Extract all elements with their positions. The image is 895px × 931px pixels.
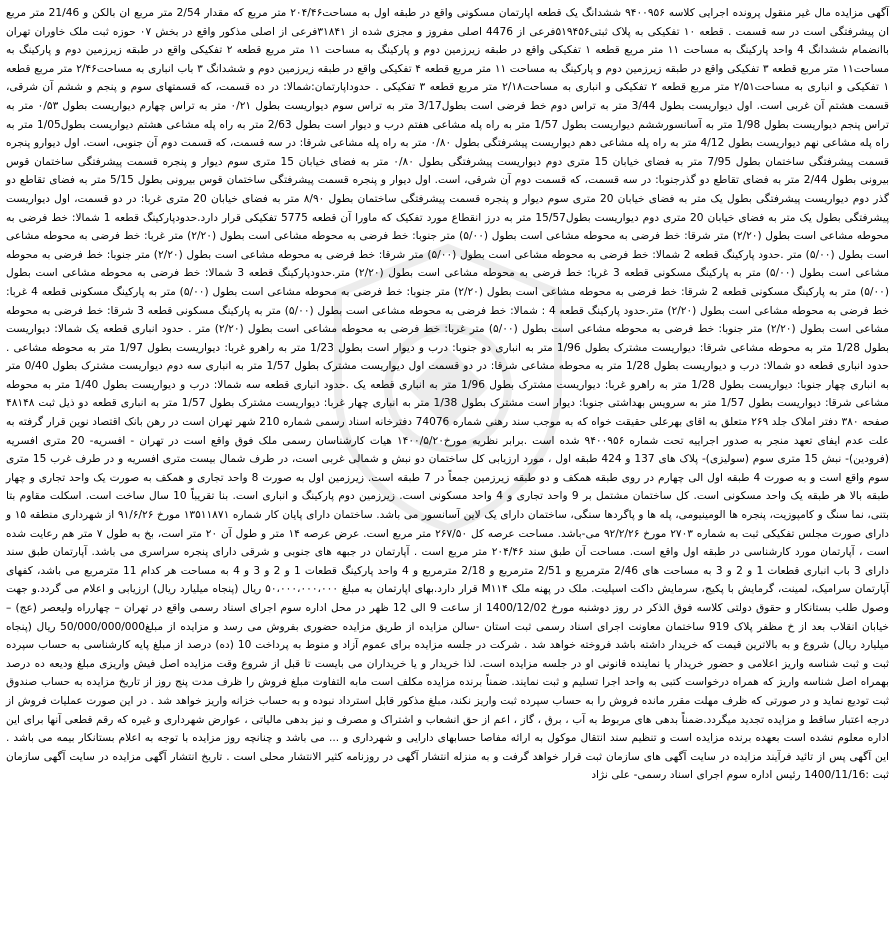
notice-body-text: آگهی مزایده مال غیر منقول پرونده اجرایی کلاسه ۹۴۰۰۹۵۶ ششدانگ یک قطعه اپارتمان مسکونی واقع در طبقه اول به مساحت۲۰۴/۴۶ متر مربع که مقدار 2/54 متر مربع ان بالکن و 21/46 متر مربع ان پیشرفتگی است در سه قسمت . قطعه ۱۰ تفکیکی به پلاک ثبتی۵۱۹۴۵۶فرعی از 4476 اصلی مفروز و مجزی شده از ۳۱۸۴۱فرعی از اصلی مذکور واقع در بخش ۰۷ حوزه ثبت ملک خاوران تهران باانضمام ششدانگ 4 واحد پارکینگ به مساحت ۱۱ متر مربع قطعه ۱ تفکیکی واقع در طبقه زیرزمین دوم و پارکینگ به مساحت ۱۱ متر مربع قطعه ۲ تفکیکی واقع در طبقه زیرزمین دوم و پارکینگ به مساحت۱۱ متر مربع قطعه ۳ تفکیکی واقع در طبقه زیرزمین دوم و پارکینگ به مساحت ۱۱ متر مربع قطعه ۴ تفکیکی واقع در طبقه زیرزمین دوم و ششدانگ ۳ باب انباری به مساحت۲/۴۶ متر مربع قطعه ۱ تفکیکی و انباری به مساحت۲/۵۱ متر مربع قطعه ۲ تفکیکی و انباری به مساحت۲/۱۸ متر مربع قطعه ۳ تفکیکی . حدوداپارتمان:شمالا: در ده قسمت، که قسمتهای سوم و پنجم و ششم آن شرقی، قسمت هشتم آن غربی است. اول دیواریست بطول 3/44 متر به تراس دوم خط فرضی است بطول3/17 متر به تراس سوم دیواریست بطول ۰/۲۱ متر به تراس چهارم دیواریست بطول ۰/۵۳ متر به تراس پنجم دیواریست بطول 1/98 متر به آسانسورششم دیواریست بطول 1/57 متر به راه پله مشاعی هفتم درب و دیوار است بطول 2/63 متر به راه پله مشاعی هشتم دیواریست بطول1/05 متر به راه پله مشاعی نهم دیواریست بطول 4/12 متر به راه پله مشاعی دهم دیواریست پیشرفتگی بطول ۰/۸۰ متر به راه پله مشاعی شرقا: در سه قسمت، که قسمت دوم آن جنوبی، است. اول دیوارو پنجره قسمت پیشرفتگی ساختمان بطول 7/95 متر به فضای خیابان 15 متری دوم دیواریست پیشرفتگی بطول ۰/۸۰ متر به فضای خیابان 15 متری سوم دیوار و پنجره قسمت پیشرفتگی ساختمان قوس بیرونی بطول 2/44 متر به فضای تقاطع دو گذرجنوبا: در سه قسمت، که قسمت دوم آن شرقی، است. اول دیوار و پنجره قسمت پیشرفتگی ساختمان قوس بیرونی بطول 5/15 متر به فضای تقاطع دو گذر دوم دیواریست پیشرفتگی بطول یک متر به فضای خیابان 20 متری سوم دیوار و پنجره قسمت پیشرفتگی ساختمان بطول ۸/۹۰ متر به فضای خیابان 20 متری غربا: در دو قسمت، اول دیواریست پیشرفتگی بطول یک متر به فضای خیابان 20 متری دوم دیواریست بطول15/57 متر به درز انقطاع مورد تفکیک که ماورا آن قطعه 5775 تفکیکی قرار دارد.حدودپارکینگ قطعه 1 شمالا: خط فرضی به محوطه مشاعی است بطول (۲/۲۰) متر شرقا: خط فرضی به محوطه مشاعی است بطول (۵/۰۰) متر جنوبا: خط فرضی به محوطه مشاعی است بطول (۲/۲۰) متر غربا: خط فرضی به محوطه مشاعی است بطول (۵/۰۰) متر .حدود پارکینگ قطعه 2 شمالا: خط فرضی به محوطه مشاعی است بطول (۵/۰۰) متر شرقا: خط فرضی به محوطه مشاعی است بطول (۲/۲۰) متر جنوبا: خط فرضی به محوطه مشاعی است بطول (۵/۰۰) متر به پارکینگ مسکونی قطعه 3 غربا: خط فرضی به محوطه مشاعی است بطول (۲/۲۰) متر.حدودپارکینگ قطعه 3 شمالا: خط فرضی به محوطه مشاعی است بطول (۵/۰۰) متر به پارکینگ مسکونی قطعه 2 شرقا: خط فرضی به محوطه مشاعی است بطول (۲/۲۰) متر جنوبا: خط فرضی به محوطه مشاعی است بطول (۵/۰۰) متر به پارکینگ مسکونی قطعه 4 غربا: خط فرضی به محوطه مشاعی است بطول (۲/۲۰) متر.حدود پارکینگ قطعه 4 : شمالا: خط فرضی به محوطه مشاعی است بطول (۵/۰۰) متر به پارکینگ مسکونی قطعه 3 شرقا: خط فرضی به محوطه مشاعی است بطول (۲/۲۰) متر جنوبا: خط فرضی به محوطه مشاعی است بطول (۵/۰۰) متر غربا: خط فرضی به محوطه مشاعی است بطول (۲/۲۰) متر . حدود انباری قطعه یک شمالا: دیواریست بطول 1/28 متر به محوطه مشاعی شرقا: دیواریست مشترک بطول 1/96 متر به انباری دو جنوبا: درب و دیوار است بطول 1/23 متر به راهرو غربا: دیواریست بطول 1/97 متر به محوطه مشاعی . حدود انباری قطعه دو شمالا: درب و دیواریست بطول 1/28 متر به محوطه مشاعی شرقا: در دو قسمت اول دیواریست مشترک بطول 1/57 متر به انباری سه دوم دیواریست مشترک بطول 0/40 متر به انباری چهار جنوبا: دیواریست بطول 1/28 متر به راهرو غربا: دیواریست مشترک بطول 1/96 متر به انباری قطعه یک .حدود انباری قطعه سه شمالا: درب و دیواریست بطول 1/40 متر به محوطه مشاعی شرقا: دیواریست بطول 1/57 متر به سرویس بهداشتی جنوبا: دیوار است مشترک بطول 1/38 متر به انباری چهار غربا: دیواریست مشترک بطول 1/57 متر به انباری قطعه دو ذیل ثبت ۴۸۱۴۸ صفحه ۳۸۰ دفتر املاک جلد ۲۶۹ متعلق به اقای بهرعلی حقیقت خواه که به موجب سند رهنی شماره 74076 دفترخانه اسناد رسمی شماره 210 شهر تهران است در رهن بانک اقتصاد نوین قرار گرفته به علت عدم ایفای تعهد منجر به صدور اجراییه تحت شماره ۹۴۰۰۹۵۶ شده است .برابر نظریه مورخ۱۴۰۰/۵/۲۰ هیات کارشناسان رسمی ملک فوق واقع است در تهران - افسریه- 20 متری افسریه (فرودین)- نبش 15 متری سوم (سولیزی)- پلاک های 137 و 424 طبقه اول ، مورد ارزیابی کل ساختمان دو نبش و شمالی غربی است، در طرف شمال بیست متری افسریه و در طرف غرب 15 متری سوم واقع است و به صورت 4 طبقه اول الی چهارم در روی طبقه همکف و دو طبقه زیرزمین جمعاً در 7 طبقه است. زیرزمین اول به صورت 8 واحد تجاری و همکف به صورت یک واحد تجاری و چهار طبقه بالا هر طبقه یک واحد مسکونی است. کل ساختمان مشتمل بر 9 واحد تجاری و 4 واحد مسکونی است. زیرزمین دوم پارکینگ و انباری است. بنا تقریباً 10 سال ساخت است. اسکلت مقاوم بتا بتنی، نما سنگ و کامپوزیت، پنجره ها الومینیومی، پله ها و پاگردها سنگی، ساختمان دارای یک لاین آسانسور می باشد. ساختمان دارای پایان کار شماره ۱۳۵۱۱۸۷۱ مورخ ۹۱/۶/۲۶ از شهرداری منطقه ۱۵ و دارای صورت مجلس تفکیکی ثبت به شماره ۲۷۰۳ مورخ ۹۲/۲/۲۶ می-باشد. مساحت عرصه کل ۲۶۷/۵۰ متر مربع است. عرض عرصه ۱۴ متر و طول آن ۲۰ متر است، بخ به طول ۷ متر هم رعایت شده است ، آپارتمان مورد کارشناسی در طبقه اول واقع است. مساحت آن طبق سند ۲۰۴/۴۶ متر مربع است . آپارتمان در جبهه های جنوبی و شرقی دارای پنجره سراسری می باشد. آپارتمان طبق سند دارای 3 باب انباری قطعات 1 و 2 و 3 به مساحت های 2/46 مترمربع و 2/51 مترمربع و 2/18 مترمربع و 4 واحد پارکینگ قطعات 1 و 2 و 3 و 4 به مساحت هر کدام 11 مترمربع می باشد، کفهای آپارتمان سرامیک، لمینت، گرمایش با پکیج، سرمایش داکت اسپلیت. ملک در پهنه ملک M۱۱۴ قرار دارد.بهای اپارتمان به مبلغ ۵۰،۰۰۰،۰۰۰،۰۰۰ ریال (پنجاه میلیارد ریال) ارزیابی و اعلام می گردد.و جهت وصول طلب بستانکار و حقوق دولتی کلاسه فوق الذکر در روز دوشنبه مورخ 1400/12/02 از ساعت 9 الی 12 ظهر در محل اداره سوم اجرای اسناد رسمی واقع در تهران – چهارراه ولیعصر (عج) – خیابان انقلاب بعد از خ مظفر پلاک 919 ساختمان معاونت اجرای اسناد رسمی ثبت استان -سالن مزایده از طریق مزایده حضوری بفروش می رسد و مزایده از مبلغ50/000/000/000 ریال (پنجاه میلیارد ریال) شروع و به بالاترین قیمت که خریدار داشته باشد فروخته خواهد شد . شرکت در جلسه مزایده برای عموم آزاد و منوط به پرداخت 10 (ده) درصد از مبلغ پایه کارشناسی به حساب سپرده ثبت و ثبت شناسه واریز اعلامی و حضور خریدار یا نماینده قانونی او در جلسه مزایده است. لذا خریدار و یا خریداران می بایست تا قبل از شروع وقت مزایده اصل فیش واریزی مبلغ ودیعه ده درصد بهمراه اصل شناسه واریز که همراه درخواست کتبی به واحد اجرا تسلیم و ثبت نمایند. ضمناً برنده مزایده مکلف است مابه التفاوت مبلغ فروش را ظرف مدت پنج روز از تاریخ مزایده به حساب صندوق ثبت تودیع نماید و در صورتی که ظرف مهلت مقرر مانده فروش را به حساب سپرده ثبت واریز نکند، مبلغ مذکور قابل استرداد نبوده و به حساب خزانه واریز خواهد شد . در این صورت عملیات فروش از درجه اعتبار ساقط و مزایده تجدید میگردد.ضمناً بدهی های مربوط به آب ، برق ، گاز ، اعم از حق انشعاب و اشتراک و مصرف و نیز بدهی مالیاتی ، عوارض شهرداری و غیره که رقم قطعی آنها برای این اداره معلوم نشده است بعهده برنده مزایده است و تنظیم سند انتقال موکول به ارائه مفاصا حسابهای دارایی و شهرداری و ... می باشد و چنانچه روز مزایده با توجه به اعلام بستانکار بیمه می باشد . این آگهی پس از تائید فرآیند مزایده در سایت آگهی های سازمان ثبت قرار خواهد گرفت و به منزله انتشار آگهی در روزنامه کثیر الانتشار محلی است . تاریخ انتشار آگهی مزایده در سایت آگهی سازمان ثبت :1400/11/16 رئیس اداره سوم اجرای اسناد رسمی- علی نژاد [6, 7, 890, 782]
